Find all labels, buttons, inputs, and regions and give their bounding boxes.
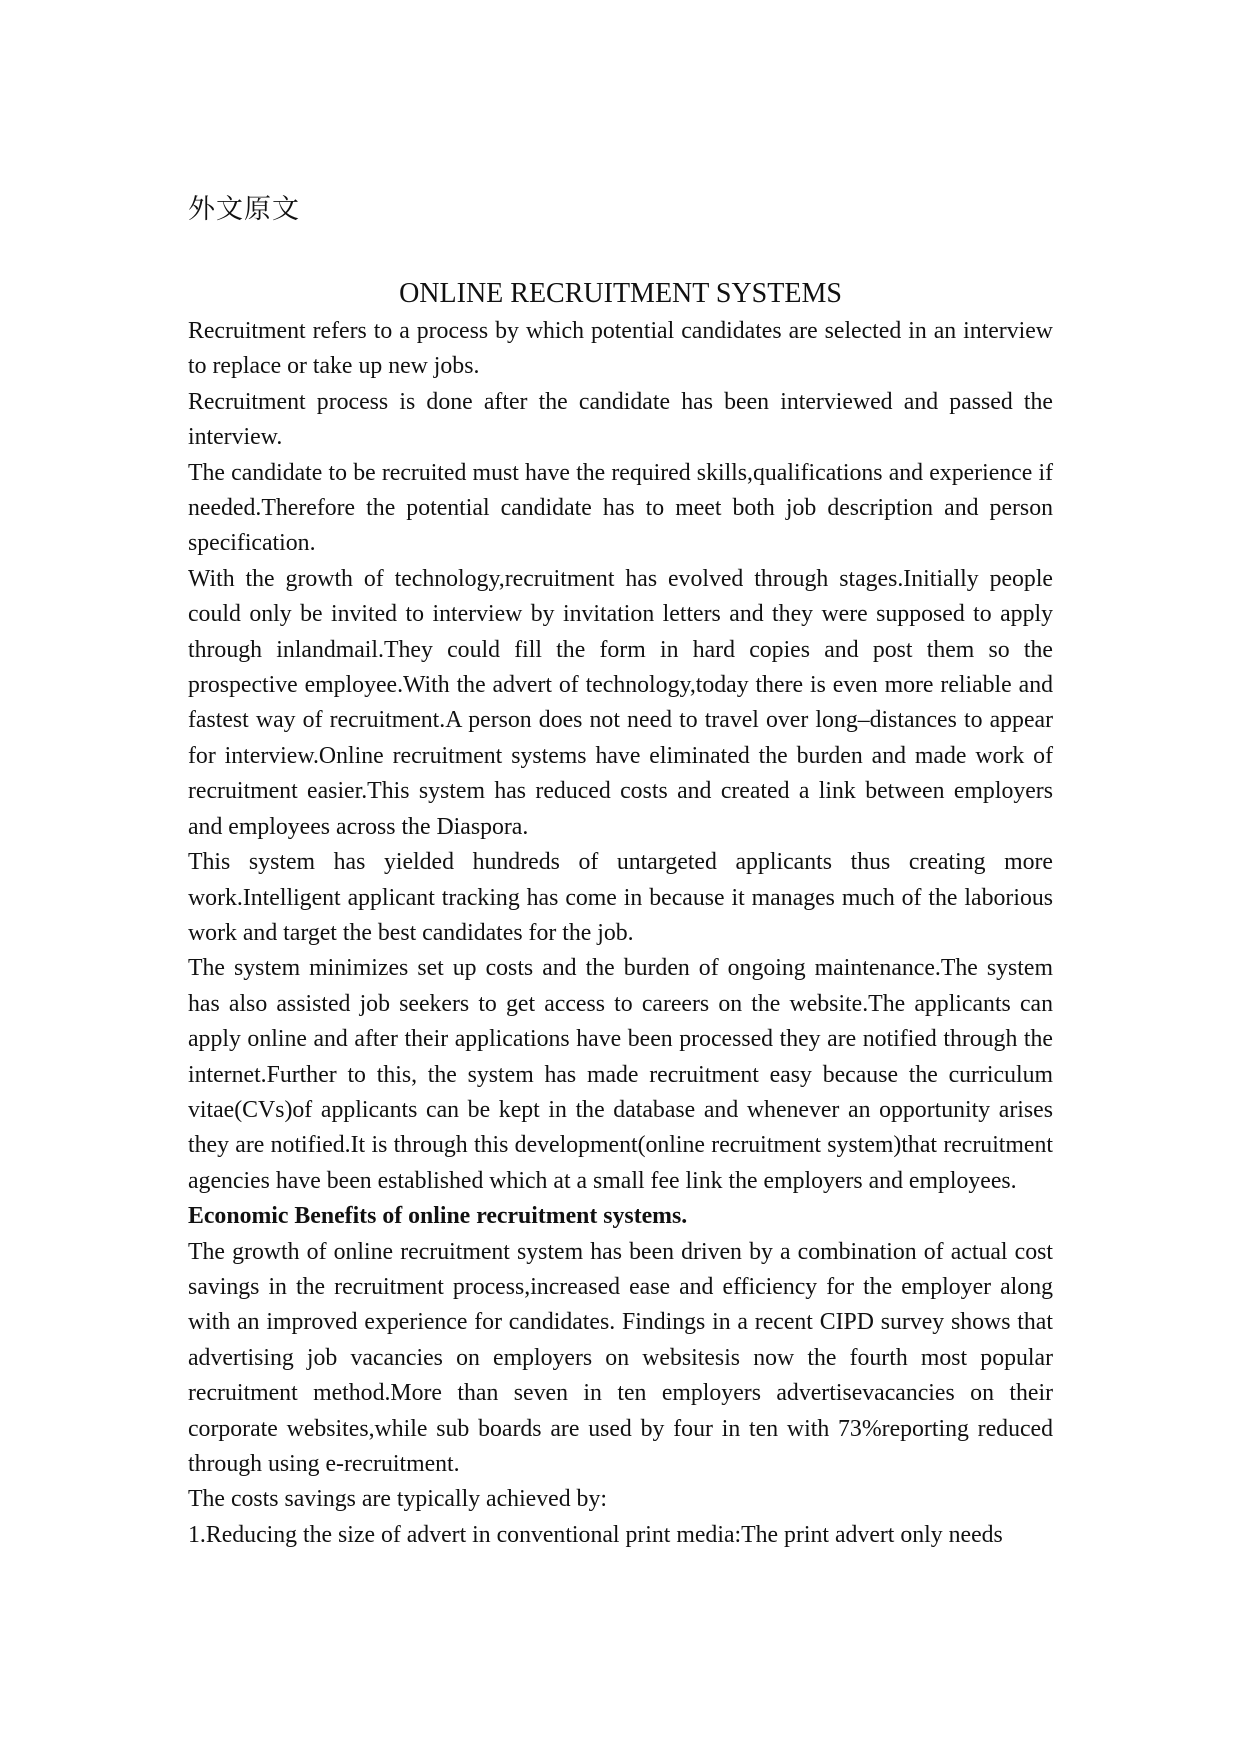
paragraph-cost-savings-intro: The costs savings are typically achieved by: xyxy=(188,1486,607,1513)
paragraph-technology-growth: With the growth of technology,recruitment has evolved through stages.Initially people could only be invited to interview by invitation letters and they were supposed to apply through inlandmail.They could fill the form in hard copies and post them so the prospective employee.With the advert of technology,today there is even more reliable and fastest way of recruitment.A person does not need to travel over long–distances to appear for interview.Online recruitment systems have eliminated the burden and made work of recruitment easier.This system has reduced costs and created a link between employers and employees across the Diaspora. xyxy=(188,565,1053,840)
paragraph-candidate-requirements: The candidate to be recruited must have the required skills,qualifications and experience if needed.Therefore the potential candidate has to meet both job description and person specification. xyxy=(188,459,1053,557)
document-title: ONLINE RECRUITMENT SYSTEMS xyxy=(399,278,842,309)
paragraph-applicant-tracking: This system has yielded hundreds of untargeted applicants thus creating more work.Intelligent applicant tracking has come in because it manages much of the laborious work and target the best candidates for the job. xyxy=(188,849,1053,946)
chinese-heading: 外文原文 xyxy=(188,194,300,225)
paragraph-recruitment-process: Recruitment process is done after the candidate has been interviewed and passed the interview. xyxy=(188,388,1053,451)
section-heading: Economic Benefits of online recruitment systems. xyxy=(188,1203,688,1230)
paragraph-system-benefits: The system minimizes set up costs and the burden of ongoing maintenance.The system has also assisted job seekers to get access to careers on the website.The applicants can apply online and after their applications have been processed they are notified through the internet.Further to this, the system has made recruitment easy because the curriculum vitae(CVs)of applicants can be kept in the database and whenever an opportunity arises they are notified.It is through this development(online recruitment system)that recruitment agencies have been established which at a small fee link the employers and employees. xyxy=(188,955,1053,1194)
paragraph-cost-savings-item-1: 1.Reducing the size of advert in conventional print media:The print advert only needs xyxy=(188,1521,1003,1548)
document-page xyxy=(188,190,1053,1553)
paragraph-recruitment-definition: Recruitment refers to a process by which potential candidates are selected in an interview to replace or take up new jobs. xyxy=(188,318,1053,380)
paragraph-online-growth: The growth of online recruitment system has been driven by a combination of actual cost savings in the recruitment process,increased ease and efficiency for the employer along with an improved experience for candidates. Findings in a recent CIPD survey shows that advertising job vacancies on employers on websitesis now the fourth most popular recruitment method.More than seven in ten employers advertisevacancies on their corporate websites,while sub boards are used by four in ten with 73%reporting reduced through using e-recruitment. xyxy=(188,1238,1053,1477)
